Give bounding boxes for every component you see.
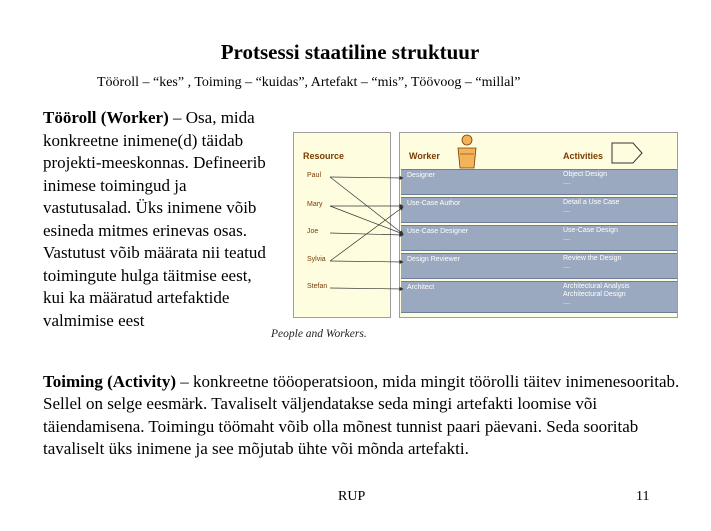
footer-label: RUP [338,489,366,504]
assignment-arrows [285,128,685,348]
slide-subtitle: Tööroll – “kes” , Toiming – “kuidas”, Artefakt – “mis”, Töövoog – “millal” [97,75,521,90]
resource-person: Stefan [307,283,328,290]
worker-term: Tööroll (Worker) [43,108,169,127]
resource-person: Sylvia [307,256,326,263]
worker-name: Use-Case Author [407,200,461,207]
resource-person: Mary [307,201,323,208]
people-workers-diagram [271,128,685,348]
worker-name: Use-Case Designer [407,228,469,235]
activity-definition [43,371,683,460]
activity-description: – konkreetne tööoperatsioon, mida mingit töörolli täitev inimenesooritab. Sellel on selge eesmärk. Tavaliselt väljendatakse seda mingi artefakti loomise või täiendamisena. Toimingu töömaht võib olla mõnest tunnist paari päevani. Seda sooritab tavaliselt üks inimene ja see mõjutab ühte või mõnda artefakti. [43,372,680,458]
activity-list: Use-Case Design .... [563,227,618,242]
worker-header: Worker [409,151,440,161]
page-number: 11 [636,489,650,504]
activity-list: Object Design .... [563,171,607,186]
slide-title: Protsessi staatiline struktuur [220,40,480,64]
resource-person: Paul [307,172,322,179]
activity-list: Detail a Use Case .... [563,199,620,214]
resource-header: Resource [303,151,345,161]
activity-list: Review the Design .... [563,255,622,270]
worker-name: Architect [407,284,435,291]
worker-description: – Osa, mida konkreetne inimene(d) täidab projekti-meeskonnas. Defineerib inimese toimingud ja vastutusalad. Üks inimene võib esineda mitmes erinevas osas. Vastutust võib määrata nii teatud toimingute hulga täitmise eest, kui ka määratud artefaktide valmimise eest [43,108,266,330]
activities-header: Activities [563,151,604,161]
diagram-caption: People and Workers. [271,328,367,340]
worker-name: Design Reviewer [407,256,460,263]
worker-name: Designer [407,172,436,179]
resource-person: Joe [307,228,319,235]
worker-definition [43,107,268,332]
activity-term: Toiming (Activity) [43,372,177,391]
activity-list: Architectural Analysis Architectural Design .... [563,283,630,306]
